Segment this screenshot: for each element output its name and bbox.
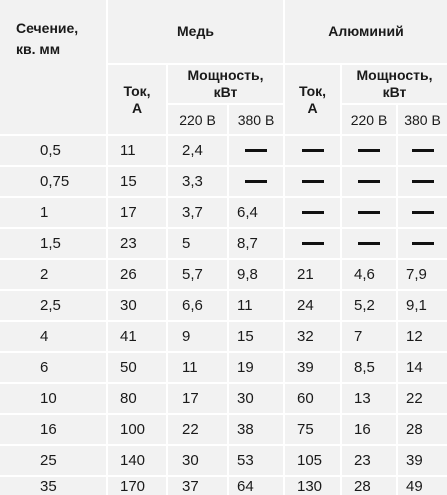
aluminum-current-cell <box>285 136 340 165</box>
section-cell <box>0 136 106 165</box>
cell-value: 130 <box>297 477 323 495</box>
dash-mark <box>412 149 434 152</box>
cell-value: 26 <box>120 266 137 283</box>
copper-current-cell <box>108 198 166 227</box>
copper-power-line1: Мощность, <box>187 67 264 83</box>
cell-value: 15 <box>120 173 137 190</box>
cell-value: 6,4 <box>237 204 258 221</box>
cell-value: 12 <box>406 328 423 345</box>
aluminum-current-cell <box>285 477 340 495</box>
aluminum-current-cell <box>285 260 340 289</box>
section-cell <box>0 167 106 196</box>
cell-value: 2,5 <box>40 297 61 314</box>
cell-value: 24 <box>297 297 314 314</box>
copper-current-cell <box>108 415 166 444</box>
dash-mark <box>412 242 434 245</box>
aluminum-220v-cell <box>342 260 396 289</box>
copper-220v-cell <box>168 198 227 227</box>
cell-value: 170 <box>120 477 146 495</box>
aluminum-current-cell <box>285 167 340 196</box>
copper-380v-cell <box>229 353 283 382</box>
copper-380v-cell <box>229 198 283 227</box>
cell-value: 13 <box>354 390 371 407</box>
aluminum-380v-cell <box>398 446 447 475</box>
copper-current-line1: Ток, <box>123 82 151 99</box>
copper-380v-cell <box>229 415 283 444</box>
dash-mark <box>358 180 380 183</box>
copper-power-header <box>168 65 283 103</box>
section-cell <box>0 229 106 258</box>
copper-220v-header <box>168 105 227 134</box>
copper-220v-cell <box>168 322 227 351</box>
aluminum-380v-cell <box>398 384 447 413</box>
copper-380v-cell <box>229 384 283 413</box>
aluminum-220v-cell <box>342 322 396 351</box>
cell-value: 11 <box>182 359 198 376</box>
copper-header <box>108 0 283 63</box>
cell-value: 6 <box>40 359 49 376</box>
copper-220v-cell <box>168 260 227 289</box>
copper-current-cell <box>108 167 166 196</box>
cell-value: 49 <box>406 477 423 495</box>
cell-value: 1,5 <box>40 235 61 252</box>
cell-value: 39 <box>406 452 423 469</box>
copper-220v-cell <box>168 415 227 444</box>
cell-value: 30 <box>182 452 199 469</box>
aluminum-220v-cell <box>342 136 396 165</box>
cell-value: 5 <box>182 235 191 252</box>
aluminum-header-label: Алюминий <box>328 23 404 39</box>
aluminum-current-cell <box>285 229 340 258</box>
cell-value: 17 <box>120 204 137 221</box>
copper-380v-cell <box>229 477 283 495</box>
cell-value: 4,6 <box>354 266 375 283</box>
copper-current-cell <box>108 291 166 320</box>
aluminum-380v-cell <box>398 322 447 351</box>
dash-mark <box>358 242 380 245</box>
aluminum-380v-cell <box>398 477 447 495</box>
cell-value: 35 <box>40 477 57 495</box>
copper-current-cell <box>108 384 166 413</box>
aluminum-220v-cell <box>342 477 396 495</box>
aluminum-power-line1: Мощность, <box>356 67 433 83</box>
aluminum-current-line1: Ток, <box>298 82 327 99</box>
aluminum-220v-label: 220 В <box>350 111 388 128</box>
dash-mark <box>302 149 324 152</box>
section-cell <box>0 198 106 227</box>
cell-value: 105 <box>297 452 323 469</box>
copper-current-cell <box>108 136 166 165</box>
cell-value: 5,2 <box>354 297 375 314</box>
copper-current-cell <box>108 477 166 495</box>
cell-value: 100 <box>120 421 146 438</box>
cell-value: 19 <box>237 359 254 376</box>
cell-value: 9,1 <box>406 297 427 314</box>
copper-380v-cell <box>229 260 283 289</box>
copper-current-line2: А <box>131 99 143 116</box>
cell-value: 25 <box>40 452 57 469</box>
cell-value: 14 <box>406 359 423 376</box>
copper-220v-cell <box>168 477 227 495</box>
aluminum-220v-cell <box>342 167 396 196</box>
cell-value: 23 <box>120 235 137 252</box>
aluminum-220v-cell <box>342 415 396 444</box>
section-cell <box>0 291 106 320</box>
cell-value: 17 <box>182 390 199 407</box>
copper-220v-cell <box>168 167 227 196</box>
cell-value: 16 <box>40 421 57 438</box>
cell-value: 140 <box>120 452 146 469</box>
cell-value: 60 <box>297 390 314 407</box>
cell-value: 11 <box>237 297 253 314</box>
section-cell <box>0 384 106 413</box>
copper-current-cell <box>108 260 166 289</box>
aluminum-380v-cell <box>398 415 447 444</box>
copper-220v-cell <box>168 136 227 165</box>
section-cell <box>0 322 106 351</box>
aluminum-380v-header <box>398 105 447 134</box>
cell-value: 22 <box>182 421 199 438</box>
aluminum-220v-cell <box>342 384 396 413</box>
aluminum-current-cell <box>285 291 340 320</box>
copper-380v-label: 380 В <box>237 111 275 128</box>
aluminum-220v-cell <box>342 229 396 258</box>
aluminum-header <box>285 0 447 63</box>
dash-mark <box>358 149 380 152</box>
aluminum-380v-cell <box>398 198 447 227</box>
aluminum-current-cell <box>285 353 340 382</box>
section-header-line2: кв. мм <box>16 41 61 57</box>
copper-220v-cell <box>168 291 227 320</box>
aluminum-power-header <box>342 65 447 103</box>
cell-value: 2,4 <box>182 142 203 159</box>
cell-value: 32 <box>297 328 314 345</box>
aluminum-380v-label: 380 В <box>404 111 441 128</box>
aluminum-380v-cell <box>398 353 447 382</box>
copper-380v-header <box>229 105 283 134</box>
cell-value: 2 <box>40 266 49 283</box>
cell-value: 37 <box>182 477 199 495</box>
cell-value: 21 <box>297 266 314 283</box>
dash-mark <box>302 211 324 214</box>
aluminum-current-cell <box>285 446 340 475</box>
copper-header-label: Медь <box>177 23 214 39</box>
section-header <box>0 0 106 134</box>
aluminum-current-line2: А <box>307 99 318 116</box>
section-cell <box>0 353 106 382</box>
cell-value: 6,6 <box>182 297 203 314</box>
copper-380v-cell <box>229 291 283 320</box>
copper-current-header <box>108 65 166 134</box>
cell-value: 28 <box>354 477 371 495</box>
aluminum-current-cell <box>285 322 340 351</box>
cell-value: 38 <box>237 421 254 438</box>
copper-current-cell <box>108 446 166 475</box>
copper-380v-cell <box>229 136 283 165</box>
cell-value: 11 <box>120 142 136 159</box>
cell-value: 8,7 <box>237 235 258 252</box>
aluminum-380v-cell <box>398 167 447 196</box>
copper-220v-cell <box>168 229 227 258</box>
cell-value: 80 <box>120 390 137 407</box>
aluminum-380v-cell <box>398 291 447 320</box>
dash-mark <box>358 211 380 214</box>
aluminum-220v-cell <box>342 291 396 320</box>
copper-220v-cell <box>168 384 227 413</box>
cell-value: 0,5 <box>40 142 61 159</box>
cell-value: 50 <box>120 359 137 376</box>
aluminum-current-cell <box>285 415 340 444</box>
dash-mark <box>302 180 324 183</box>
cell-value: 53 <box>237 452 254 469</box>
aluminum-220v-cell <box>342 353 396 382</box>
cell-value: 3,7 <box>182 204 203 221</box>
cell-value: 9,8 <box>237 266 258 283</box>
cell-value: 7 <box>354 328 363 345</box>
cell-value: 1 <box>40 204 49 221</box>
cell-value: 64 <box>237 477 254 495</box>
cell-value: 9 <box>182 328 191 345</box>
section-cell <box>0 415 106 444</box>
dash-mark <box>412 180 434 183</box>
section-cell <box>0 260 106 289</box>
cell-value: 30 <box>120 297 137 314</box>
aluminum-current-cell <box>285 198 340 227</box>
copper-380v-cell <box>229 446 283 475</box>
aluminum-current-header <box>285 65 340 134</box>
cell-value: 15 <box>237 328 254 345</box>
cell-value: 28 <box>406 421 423 438</box>
copper-current-cell <box>108 353 166 382</box>
aluminum-220v-header <box>342 105 396 134</box>
copper-220v-label: 220 В <box>179 111 216 128</box>
copper-380v-cell <box>229 167 283 196</box>
cell-value: 0,75 <box>40 173 70 190</box>
cell-value: 30 <box>237 390 254 407</box>
dash-mark <box>245 180 267 183</box>
dash-mark <box>302 242 324 245</box>
aluminum-380v-cell <box>398 260 447 289</box>
copper-current-cell <box>108 322 166 351</box>
cell-value: 75 <box>297 421 314 438</box>
cell-value: 4 <box>40 328 49 345</box>
aluminum-power-line2: кВт <box>382 84 407 100</box>
section-cell <box>0 446 106 475</box>
cell-value: 3,3 <box>182 173 203 190</box>
copper-220v-cell <box>168 446 227 475</box>
cell-value: 7,9 <box>406 266 427 283</box>
copper-power-line2: кВт <box>213 84 238 100</box>
copper-220v-cell <box>168 353 227 382</box>
aluminum-220v-cell <box>342 446 396 475</box>
section-header-line1: Сечение, <box>16 20 79 36</box>
cell-value: 22 <box>406 390 423 407</box>
copper-380v-cell <box>229 229 283 258</box>
cell-value: 16 <box>354 421 371 438</box>
cell-value: 10 <box>40 390 57 407</box>
cell-value: 5,7 <box>182 266 203 283</box>
section-cell <box>0 477 106 495</box>
aluminum-current-cell <box>285 384 340 413</box>
copper-current-cell <box>108 229 166 258</box>
cell-value: 23 <box>354 452 371 469</box>
cell-value: 41 <box>120 328 137 345</box>
dash-mark <box>245 149 267 152</box>
cell-value: 39 <box>297 359 314 376</box>
cell-value: 8,5 <box>354 359 375 376</box>
aluminum-380v-cell <box>398 229 447 258</box>
aluminum-220v-cell <box>342 198 396 227</box>
aluminum-380v-cell <box>398 136 447 165</box>
dash-mark <box>412 211 434 214</box>
copper-380v-cell <box>229 322 283 351</box>
